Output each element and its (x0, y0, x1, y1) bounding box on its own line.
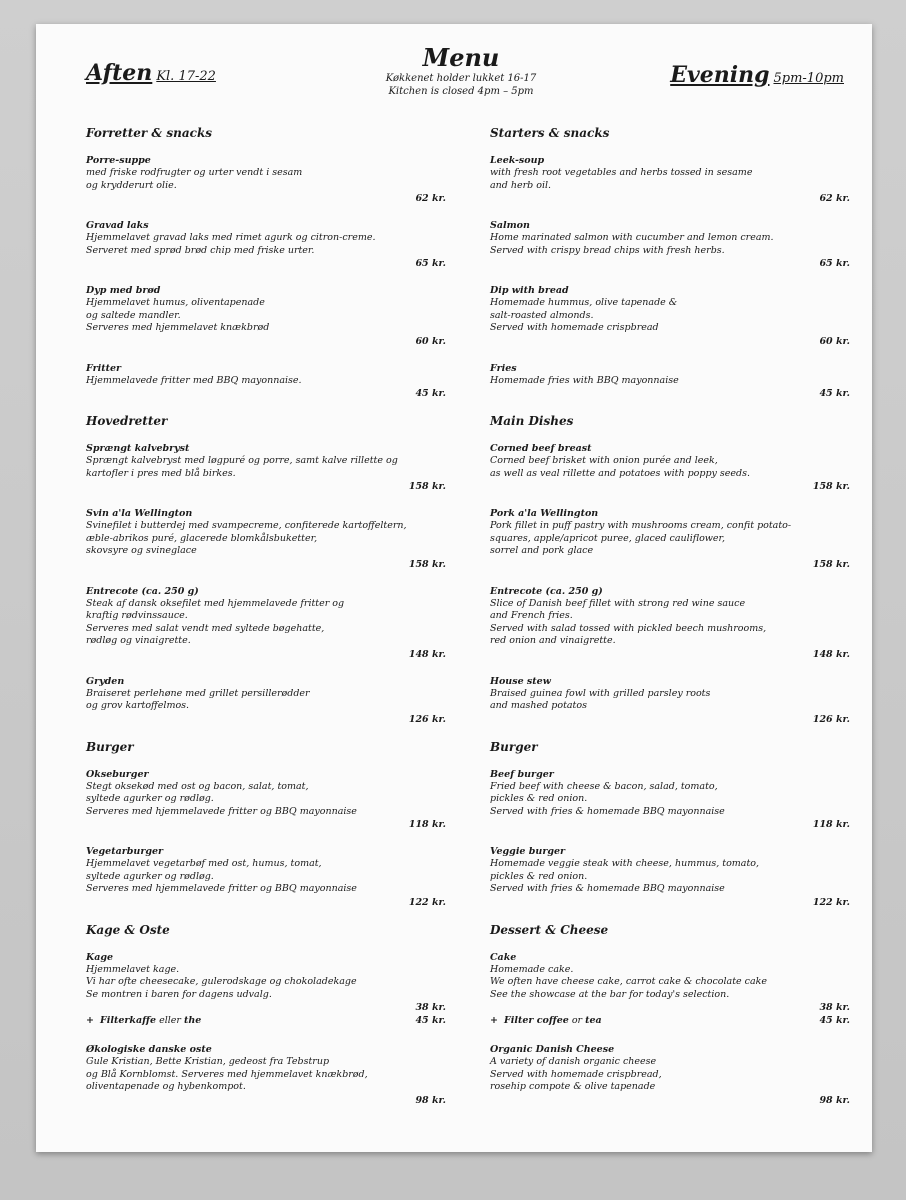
menu-item-name: Entrecote (ca. 250 g) (86, 585, 199, 597)
menu-item-price: 65 kr. (415, 258, 446, 269)
menu-item-name: Entrecote (ca. 250 g) (490, 585, 603, 597)
cake-item-price: 38 kr. (415, 1002, 446, 1013)
menu-item-desc-line: Sprængt kalvebryst med løgpuré og porre, samt kalve rillette og (86, 455, 398, 466)
menu-item-name: Okseburger (86, 768, 149, 780)
cheese-item-desc-line: og Blå Kornblomst. Serveres med hjemmelavet knækbrød, (86, 1068, 368, 1080)
menu-item-desc-line: kartofler i pres med blå birkes. (86, 467, 236, 479)
menu-item-desc-line: æble-abrikos puré, glacerede blomkålsbuketter, (86, 532, 318, 544)
menu-item-desc-line: Slice of Danish beef fillet with strong red wine sauce (490, 597, 746, 609)
menu-item-name: Beef burger (490, 768, 554, 780)
menu-item-desc-line: og krydderurt olie. (86, 179, 177, 191)
menu-item-name: House stew (490, 675, 551, 687)
menu-item-desc-line: Stegt oksekød med ost og bacon, salat, tomat, (86, 780, 309, 792)
menu-item-price: 126 kr. (812, 713, 850, 725)
cheese-item-price: 98 kr. (819, 1094, 850, 1106)
menu-paper (36, 24, 872, 1152)
cheese-item-desc-line: Served with homemade crispbread, (490, 1068, 662, 1080)
menu-item-name: Vegetarburger (86, 846, 164, 857)
drink-option-or: or (571, 1015, 583, 1026)
left-hours: Kl. 17-22 (156, 69, 216, 84)
menu-item-desc-line: as well as veal rillette and potatoes with poppy seeds. (490, 467, 751, 479)
menu-item-name: Pork a'la Wellington (490, 508, 599, 519)
menu-item-name: Fries (490, 362, 517, 374)
menu-item-desc-line: Braised guinea fowl with grilled parsley roots (490, 687, 711, 699)
cheese-item-price: 98 kr. (415, 1094, 446, 1106)
menu-item-price: 118 kr. (408, 819, 446, 830)
menu-item-price: 148 kr. (812, 648, 850, 660)
menu-item-name: Fritter (86, 362, 122, 374)
english-header (670, 62, 844, 88)
left-title: Aften (86, 60, 153, 86)
cake-item-name: Cake (490, 951, 517, 963)
menu-item-desc-line: skovsyre og svineglace (86, 545, 197, 556)
plus-sign: + (86, 1015, 94, 1026)
danish-header (86, 60, 216, 86)
menu-item-desc-line: Served with homemade crispbread (490, 322, 659, 333)
menu-item-desc-line: and herb oil. (490, 179, 552, 191)
menu-item-desc-line: Hjemmelavet gravad laks med rimet agurk og citron-creme. (86, 232, 376, 243)
menu-item-price: 45 kr. (415, 388, 446, 399)
plus-sign: + (490, 1015, 498, 1026)
drink-addon-row (86, 1014, 446, 1027)
cake-item-desc-line: Homemade cake. (490, 963, 574, 975)
english-column (490, 126, 850, 1107)
menu-item-name: Salmon (490, 220, 530, 231)
danish-column (86, 126, 446, 1107)
cheese-item-desc-line: rosehip compote & olive tapenade (490, 1081, 656, 1092)
menu-item-desc-line: Served with crispy bread chips with fresh herbs. (490, 244, 725, 256)
drink-option-a: Filter coffee (504, 1015, 569, 1026)
menu-item-desc-line: Serveres med hjemmelavede fritter og BBQ mayonnaise (86, 883, 357, 894)
menu-item-desc-line: syltede agurker og rødløg. (86, 870, 214, 882)
menu-item-name: Porre-suppe (86, 155, 151, 166)
section-title-starters: Forretter & snacks (86, 126, 213, 140)
menu-item-desc-line: Served with fries & homemade BBQ mayonnaise (490, 883, 725, 894)
menu-item-desc-line: Svinefilet i butterdej med svampecreme, confiterede kartoffeltern, (86, 520, 407, 531)
menu-item-desc-line: Corned beef brisket with onion purée and leek, (490, 455, 718, 466)
menu-item-desc-line: Homemade fries with BBQ mayonnaise (490, 374, 679, 386)
menu-item-price: 62 kr. (415, 193, 446, 204)
menu-item-desc-line: og grov kartoffelmos. (86, 700, 190, 711)
page-title: Menu (422, 43, 500, 72)
drink-option-b: tea (585, 1015, 602, 1026)
menu-item-desc-line: Served with salad tossed with pickled beech mushrooms, (490, 622, 767, 634)
menu-item-desc-line: Serveres med hjemmelavede fritter og BBQ mayonnaise (86, 805, 357, 817)
menu-item-desc-line: syltede agurker og rødløg. (86, 793, 214, 804)
menu-item-desc-line: Home marinated salmon with cucumber and lemon cream. (490, 232, 774, 243)
section-title-mains: Main Dishes (490, 414, 574, 428)
menu-item-name: Gryden (86, 675, 125, 687)
drink-addon-label (490, 1014, 602, 1027)
drink-addon-label (86, 1014, 201, 1027)
cheese-item-name: Organic Danish Cheese (490, 1044, 615, 1055)
menu-item-price: 45 kr. (819, 388, 850, 399)
menu-item-price: 126 kr. (408, 713, 446, 725)
menu-item-desc-line: Braiseret perlehøne med grillet persillerødder (86, 687, 310, 699)
menu-item-name: Svin a'la Wellington (86, 508, 193, 519)
section-title-mains: Hovedretter (86, 414, 168, 428)
center-header (336, 44, 586, 98)
menu-item-name: Sprængt kalvebryst (86, 443, 190, 454)
menu-item-name: Veggie burger (490, 846, 566, 857)
menu-item-desc-line: pickles & red onion. (490, 793, 588, 804)
closed-notice-da: Køkkenet holder lukket 16-17 (385, 73, 537, 84)
menu-item-desc-line: Serveres med salat vendt med syltede bøgehatte, (86, 622, 325, 634)
menu-item-price: 158 kr. (408, 558, 446, 570)
section-title-starters: Starters & snacks (490, 126, 610, 140)
cheese-item-desc-line: Gule Kristian, Bette Kristian, gedeost fra Tebstrup (86, 1056, 330, 1067)
cake-item-desc-line: Hjemmelavet kage. (86, 963, 180, 975)
menu-item-price: 62 kr. (819, 193, 850, 204)
menu-item-desc-line: og saltede mandler. (86, 309, 181, 321)
menu-item-desc-line: Served with fries & homemade BBQ mayonnaise (490, 805, 725, 817)
menu-item-desc-line: rødløg og vinaigrette. (86, 635, 191, 646)
menu-item-name: Corned beef breast (490, 443, 592, 454)
menu-item-desc-line: pickles & red onion. (490, 870, 588, 882)
cake-item-desc-line: Se montren i baren for dagens udvalg. (86, 988, 272, 1000)
menu-item-desc-line: and mashed potatos (490, 700, 587, 711)
menu-item-desc-line: with fresh root vegetables and herbs tossed in sesame (490, 167, 753, 178)
menu-item-desc-line: kraftig rødvinssauce. (86, 610, 188, 621)
menu-item-price: 158 kr. (812, 481, 850, 492)
menu-item-price: 118 kr. (812, 819, 850, 830)
cake-item-desc-line: Vi har ofte cheesecake, gulerodskage og chokoladekage (86, 976, 357, 987)
cheese-item-desc-line: A variety of danish organic cheese (490, 1056, 657, 1067)
menu-item-desc-line: sorrel and pork glace (490, 545, 594, 556)
drink-addon-row (490, 1014, 850, 1027)
drink-option-b: the (184, 1015, 202, 1026)
menu-item-desc-line: salt-roasted almonds. (490, 309, 594, 321)
drink-option-a: Filterkaffe (100, 1015, 157, 1026)
menu-item-price: 60 kr. (819, 335, 850, 347)
drink-option-or: eller (159, 1015, 181, 1026)
drink-addon-price: 45 kr. (819, 1015, 850, 1026)
closed-notice-en: Kitchen is closed 4pm – 5pm (388, 86, 534, 97)
menu-item-desc-line: red onion and vinaigrette. (490, 635, 616, 646)
cake-item-desc-line: See the showcase at the bar for today's selection. (490, 988, 730, 1000)
cake-item-price: 38 kr. (819, 1002, 850, 1013)
menu-item-desc-line: Steak af dansk oksefilet med hjemmelavede fritter og (86, 597, 345, 609)
section-title-dessert: Kage & Oste (86, 922, 170, 937)
menu-item-desc-line: squares, apple/apricot puree, glaced cauliflower, (490, 532, 726, 544)
menu-item-desc-line: Serveret med sprød brød chip med friske urter. (86, 244, 315, 256)
menu-item-desc-line: Pork fillet in puff pastry with mushrooms cream, confit potato- (490, 520, 792, 531)
menu-item-desc-line: and French fries. (490, 610, 573, 621)
menu-item-desc-line: Homemade hummus, olive tapenade & (490, 297, 678, 308)
drink-addon-price: 45 kr. (415, 1015, 446, 1026)
menu-item-price: 122 kr. (408, 896, 446, 908)
menu-item-desc-line: med friske rodfrugter og urter vendt i sesam (86, 167, 303, 178)
menu-item-desc-line: Hjemmelavet humus, oliventapenade (86, 297, 265, 308)
cheese-item-desc-line: oliventapenade og hybenkompot. (86, 1081, 246, 1092)
menu-item-price: 158 kr. (812, 558, 850, 570)
menu-item-price: 122 kr. (812, 896, 850, 908)
right-hours: 5pm-10pm (773, 71, 844, 86)
menu-item-desc-line: Fried beef with cheese & bacon, salad, tomato, (490, 780, 718, 792)
cheese-item-name: Økologiske danske oste (86, 1044, 212, 1055)
menu-item-name: Dyp med brød (86, 285, 161, 296)
menu-item-desc-line: Hjemmelavede fritter med BBQ mayonnaise. (86, 374, 302, 386)
section-title-dessert: Dessert & Cheese (490, 922, 609, 937)
cake-item-name: Kage (86, 951, 114, 963)
menu-item-name: Gravad laks (86, 220, 149, 231)
right-title: Evening (670, 62, 770, 88)
menu-item-name: Leek-soup (490, 155, 545, 166)
menu-item-desc-line: Hjemmelavet vegetarbøf med ost, humus, tomat, (86, 858, 322, 869)
menu-item-desc-line: Serveres med hjemmelavet knækbrød (86, 322, 270, 333)
menu-item-price: 60 kr. (415, 335, 446, 347)
cake-item-desc-line: We often have cheese cake, carrot cake & chocolate cake (490, 976, 768, 987)
menu-item-desc-line: Homemade veggie steak with cheese, hummus, tomato, (490, 858, 760, 869)
menu-item-name: Dip with bread (490, 285, 569, 296)
menu-item-price: 65 kr. (819, 258, 850, 269)
menu-item-price: 158 kr. (408, 481, 446, 492)
menu-item-price: 148 kr. (408, 648, 446, 660)
section-title-burger: Burger (86, 739, 134, 754)
section-title-burger: Burger (490, 739, 538, 754)
